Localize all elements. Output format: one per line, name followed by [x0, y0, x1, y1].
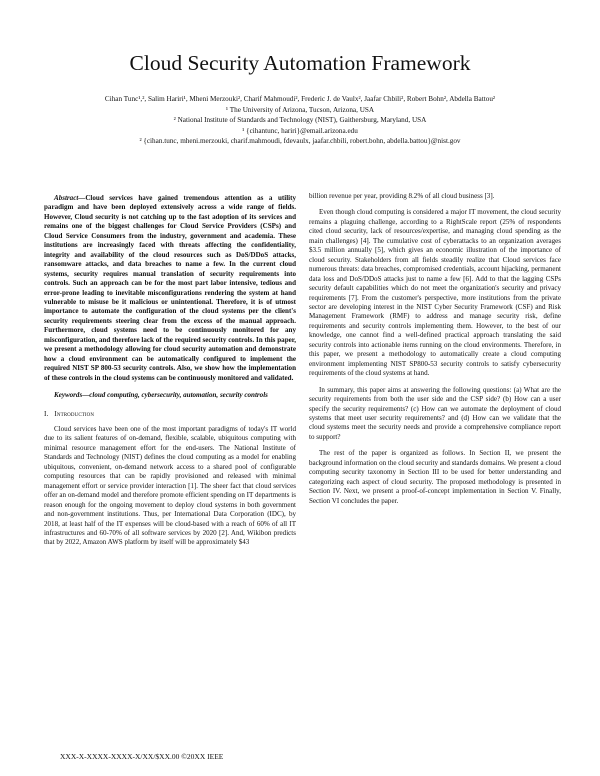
- copyright-footer: XXX-X-XXXX-XXXX-X/XX/$XX.00 ©20XX IEEE: [60, 752, 224, 761]
- affiliation-2: ² National Institute of Standards and Technology (NIST), Gaithersburg, Maryland, USA: [173, 116, 427, 124]
- affiliation-1: ¹ The University of Arizona, Tucson, Arizona, USA: [225, 105, 375, 114]
- keywords-label: Keywords: [54, 391, 83, 400]
- intro-paragraph-continued: billion revenue per year, providing 8.2% of all cloud business [3].: [309, 192, 495, 200]
- abstract: [44, 194, 296, 383]
- right-column: [309, 192, 561, 506]
- email-1: ¹ {cihantunc, hariri}@email.arizona.edu: [242, 126, 358, 135]
- paper-title: Cloud Security Automation Framework: [129, 51, 471, 75]
- intro-paragraph-4: The rest of the paper is organized as follows. In Section II, we present the background information on the cloud security and standards domains. We present a cloud computing security taxonomy in Section III to be used for better understanding and categorizing each aspect of cloud security. The proposed methodology is presented in Section IV. Next, we present a proof-of-concept implementation in Section V. Finally, Section VI concludes the paper.: [309, 449, 561, 505]
- section-title: Introduction: [54, 409, 95, 418]
- keywords: [44, 391, 296, 400]
- section-number: I.: [44, 409, 49, 418]
- email-2: ² {cihan.tunc, mheni.merzouki, charif.mahmoudi, fdevaulx, jaafar.chbili, robert.bohn, abdella.battou}@nist.gov: [139, 137, 461, 145]
- left-column: [44, 194, 296, 548]
- intro-paragraph-1: Cloud services have been one of the most important paradigms of today's IT world due to its salient features of on-demand, flexible, scalable, ubiquitous computing with minimal resource management effort for the end-users. The National Institute of Standards and Technology (NIST) defines the cloud computing as a model for enabling ubiquitous, convenient, on-demand network access to a shared pool of configurable computing resources that can be rapidly provisioned and released with minimal management effort or service provider interaction [1]. The sheer fact that cloud services offer an on-demand model and therefore promote efficient spending on IT departments is reason enough for the ongoing movement to deploy cloud systems in both government and non-government institutions. Thus, per International Data Corporation (IDC), by 2018, at least half of the IT expenses will be cloud-based with a reach of 60% of all IT infrastructures and 60-70% of all software services by 2020 [2]. And, Wikibon predicts that by 2022, Amazon AWS platform by itself will be approximately $43: [44, 424, 296, 547]
- intro-paragraph-2: Even though cloud computing is considered a major IT movement, the cloud security remains a plaguing challenge, according to a RightScale report (25% of respondents cited cloud security, lack of resources/expertise, and managing cloud spending as the main challenges) [4]. The cumulative cost of cyberattacks to an organization averages $3.5 million annually [5], which gives an economic illustration of the importance of cloud security. Stakeholders from all fields steadily realize that Cloud services face numerous threats: data breaches, compromised credentials, account hijacking, permanent data loss and DoS/DDoS attacks just to name a few [6]. Add to that the lagging CSPs security default capabilities which do not meet the organization's security and privacy requirements [7]. From the customer's perspective, more institutions from the private sector are developing interest in the NIST Cyber Security Framework (CSF) and Risk Management Framework (RMF) to address and manage security risk, define requirements and security controls implementing them. However, to the best of our knowledge, one cannot find a well-defined practical approach translating the said security controls into actionable items running on the cloud environments. Therefore, in this paper, we present a methodology to automatically create a cloud computing environment implementing NIST SP800-53 security controls to satisfy cybersecurity requirements of the cloud systems at hand.: [309, 208, 561, 378]
- abstract-label: Abstract: [54, 194, 79, 202]
- author-block: [40, 94, 560, 147]
- keywords-text: —cloud computing, cybersecurity, automation, security controls: [82, 391, 268, 400]
- abstract-text: —Cloud services have gained tremendous attention as a utility paradigm and have been deployed extensively across a wide range of fields. However, Cloud security is not catching up to the fast adoption of its services and remains one of the biggest challenges for Cloud Service Providers (CSPs) and Cloud Service Consumers from the industry, government and academia. These institutions are increasingly faced with threats affecting the confidentiality, integrity and availability of the cloud resources such as DoS/DDoS attacks, ransomware attacks, and data breaches to name a few. In the current cloud systems, security requires manual translation of security requirements into controls. Such an approach can be for the most part labor intensive, tedious and error-prone leading to inevitable misconfigurations rendering the system at hand vulnerable to misuse be it malicious or unintentional. Therefore, it is of utmost importance to automate the configuration of the cloud systems per the client's security requirements steering clear from the excess of the manual approach. Furthermore, cloud systems need to be continuously monitored for any misconfiguration, and therefore lack of the required security controls. In this paper, we present a methodology allowing for cloud security automation and demonstrate how a cloud environment can be automatically configured to implement the required NIST SP 800-53 security controls. Also, we show how the implementation of these controls in the cloud systems can be continuously monitored and validated.: [44, 194, 296, 382]
- section-heading-introduction: [44, 410, 296, 419]
- intro-paragraph-3: In summary, this paper aims at answering the following questions: (a) What are the security requirements from both the user side and the CSP side? (b) How can a user specify the security requirements? (c) How can we automate the deployment of cloud systems that meet user security requirements? and (d) How can we validate that the cloud systems meet the security needs and provide a comprehensive compliance report to support?: [309, 385, 561, 441]
- author-names: Cihan Tunc¹,², Salim Hariri¹, Mheni Merzouki², Charif Mahmoudi², Frederic J. de Vaulx², Jaafar Chbili², Robert Bohn², Abdella Battou²: [104, 95, 496, 103]
